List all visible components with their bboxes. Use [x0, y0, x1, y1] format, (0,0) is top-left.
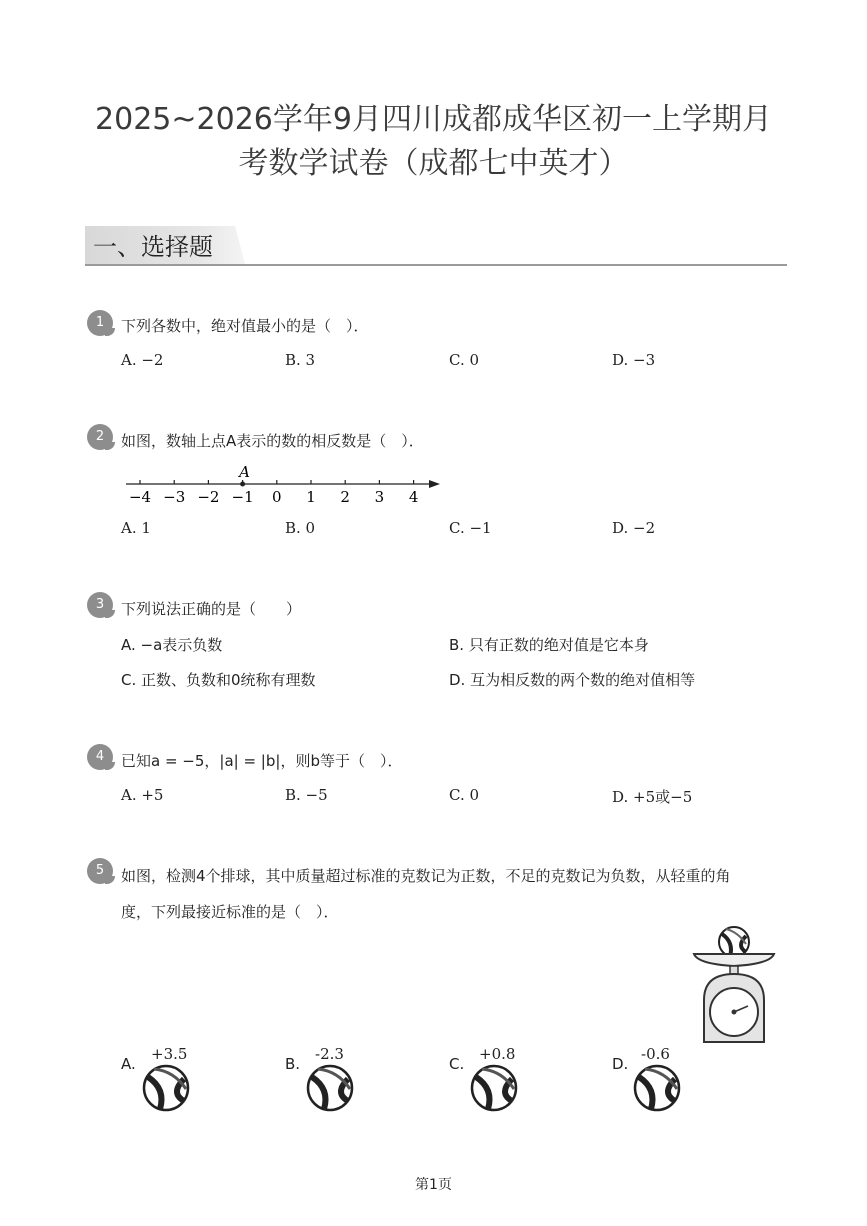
q4-option-a: A. +5: [121, 786, 164, 804]
question-number-badge: 3: [87, 592, 113, 618]
number-line-tick-label: 2: [340, 488, 350, 506]
q5-option-b: B.: [285, 1055, 301, 1073]
volleyball-icon: [140, 1063, 192, 1113]
question-number-badge: 4: [87, 744, 113, 770]
question-5-text-line2: 度，下列最接近标准的是（ ）．: [121, 903, 339, 921]
scale-pan-icon: [694, 954, 774, 966]
point-a-label: A: [239, 463, 251, 481]
q4-option-b: B. −5: [285, 786, 328, 804]
section-title: 一、选择题: [93, 233, 213, 261]
q2-option-b: B. 0: [285, 519, 316, 537]
question-number-badge: 2: [87, 424, 113, 450]
number-line-tick-label: 4: [408, 488, 419, 506]
q2-option-c: C. −1: [449, 519, 492, 537]
question-number-badge: 5: [87, 858, 113, 884]
q4-option-d: D. +5或−5: [612, 788, 693, 806]
q4-option-c: C. 0: [449, 786, 480, 804]
q1-option-b: B. 3: [285, 351, 316, 369]
point-a-marker: [240, 482, 245, 487]
ball-d-value: -0.6: [641, 1045, 670, 1063]
volleyball-icon: [304, 1063, 356, 1113]
question-1-text: 下列各数中，绝对值最小的是（ ）．: [121, 317, 369, 335]
number-line-figure: [120, 462, 450, 508]
question-2-text: 如图，数轴上点A表示的数的相反数是（ ）．: [121, 432, 424, 450]
q3-option-b: B. 只有正数的绝对值是它本身: [449, 636, 649, 654]
ball-c-value: +0.8: [479, 1045, 516, 1063]
q5-option-d: D.: [612, 1055, 629, 1073]
volleyball-icon: [631, 1063, 683, 1113]
question-5-text-line1: 如图，检测4个排球，其中质量超过标准的克数记为正数，不足的克数记为负数，从轻重的角: [121, 867, 731, 885]
number-line-tick-label: −2: [197, 488, 220, 506]
q2-option-d: D. −2: [612, 519, 656, 537]
volleyball-icon: [468, 1063, 520, 1113]
section-divider: [85, 264, 787, 266]
q5-option-a: A.: [121, 1055, 136, 1073]
q1-option-d: D. −3: [612, 351, 656, 369]
number-line-tick-label: 0: [272, 488, 282, 506]
q5-option-c: C.: [449, 1055, 465, 1073]
q3-option-c: C. 正数、负数和0统称有理数: [121, 671, 316, 689]
number-line-arrow-icon: [429, 480, 440, 488]
question-3-text: 下列说法正确的是（ ）: [121, 600, 302, 618]
question-4-text: 已知a = −5，|a| = |b|，则b等于（ ）．: [121, 752, 403, 770]
number-line-tick-label: −1: [231, 488, 254, 506]
number-line-tick-label: −3: [163, 488, 186, 506]
section-header: [85, 222, 787, 266]
doc-title-line2: 考数学试卷（成都七中英才）: [238, 146, 629, 181]
q2-option-a: A. 1: [121, 519, 151, 537]
number-line-tick-label: −4: [128, 488, 152, 506]
ball-a-value: +3.5: [151, 1045, 188, 1063]
question-number-badge: 1: [87, 310, 113, 336]
number-line-tick-label: 1: [306, 488, 316, 506]
scale-illustration: [690, 922, 780, 1046]
q3-option-a: A. −a表示负数: [121, 636, 223, 654]
volleyball-icon: [719, 927, 749, 957]
doc-title-line1: 2025~2026学年9月四川成都成华区初一上学期月: [95, 102, 772, 137]
q1-option-c: C. 0: [449, 351, 480, 369]
number-line-tick-label: 3: [374, 488, 385, 506]
ball-b-value: -2.3: [315, 1045, 344, 1063]
q3-option-d: D. 互为相反数的两个数的绝对值相等: [449, 671, 696, 689]
page-number: 第1页: [415, 1177, 452, 1193]
q1-option-a: A. −2: [121, 351, 164, 369]
